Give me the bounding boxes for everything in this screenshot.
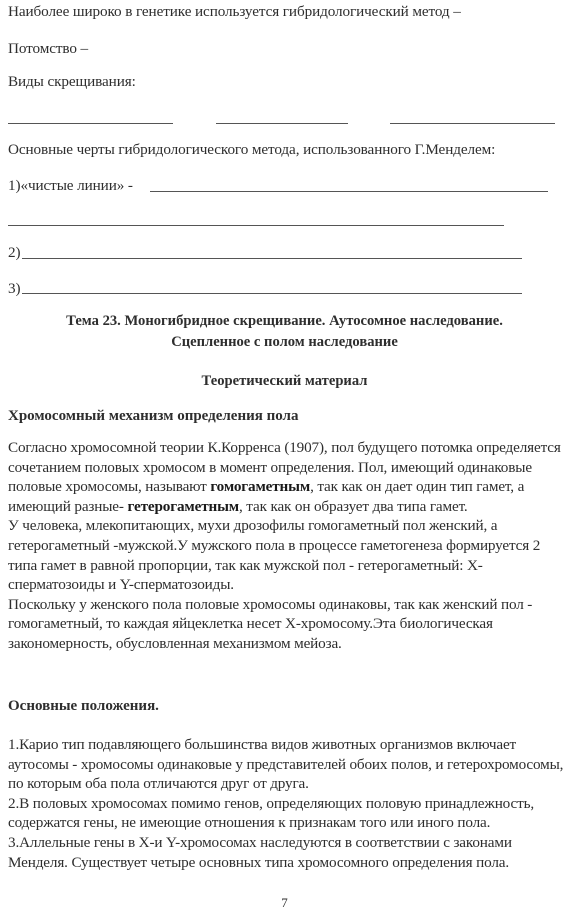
paragraph-sex-chromosome-genes: 2.В половых хромосомах помимо генов, определяющих половую принадлежность, содержатся гены, не имеющие отношения к признакам того или иного пола. 3.Аллельные гены в Х-и Y-хромосомах наследуются в соответствии с законами Менделя. Существует четыре основных типа хромосомного определения пола. [8, 794, 535, 871]
item-2-blank[interactable] [22, 258, 522, 259]
paragraph-text: , так как он дает один тип гамет, а имеющий разные- [8, 478, 525, 515]
answer-blank-3[interactable] [390, 123, 555, 124]
topic-title-line-2: Сцепленное с полом наследование [171, 334, 398, 350]
item-1-blank[interactable] [150, 191, 548, 192]
topic-title-line-1: Тема 23. Моногибридное скрещивание. Аутосомное наследование. [66, 313, 503, 329]
answer-blank-2[interactable] [216, 123, 348, 124]
answer-blank-1[interactable] [8, 123, 173, 124]
worksheet-line-method: Наиболее широко в генетике используется гибридологический метод – [8, 3, 461, 20]
theory-subtitle: Теоретический материал [201, 373, 368, 389]
paragraph-human-gametes: У человека, млекопитающих, мухи дрозофилы гомогаметный пол женский, а гетерогаметный -мужской.У мужского пола в процессе гаметогенеза формируется 2 типа гамет в равной пропорции, так как мужской пол - гетерогаметный: Х-сперматозоиды и Y-сперматозоиды. [8, 517, 541, 594]
term-heterogametic: гетерогаметным [127, 497, 240, 515]
item-2-label: 2) [8, 244, 21, 261]
section-2-text [8, 735, 564, 872]
paragraph-text: , так как он образует два типа гамет. [239, 497, 468, 515]
paragraph-text: Согласно хромосомной теории К.Корренса (1907), пол будущего потомка определяется сочетанием половых хромосом в момент определения. Пол, имеющий одинаковые половые хромосомы, называют [8, 439, 561, 496]
paragraph-karyotype: 1.Карио тип подавляющего большинства видов животных организмов включает аутосомы - хромосомы одинаковые у представителей обоих полов, и гетерохромосомы, по которым оба пола отличаются друг от друга. [8, 736, 564, 793]
section-heading-main-points: Основные положения. [8, 698, 159, 714]
item-3-blank[interactable] [22, 293, 522, 294]
item-1-blank-continuation[interactable] [8, 225, 504, 226]
section-heading-sex-determination: Хромосомный механизм определения пола [8, 408, 299, 424]
worksheet-line-cross-types: Виды скрещивания: [8, 73, 136, 90]
paragraph-korrens [8, 438, 564, 516]
worksheet-line-features: Основные черты гибридологического метода, использованного Г.Менделем: [8, 141, 496, 158]
paragraph-female-xx: Поскольку у женского пола половые хромосомы одинаковы, так как женский пол - гомогаметный, то каждая яйцеклетка несет Х-хромосому.Эта биологическая закономерность, обусловленная механизмом мейоза. [8, 595, 533, 652]
worksheet-line-offspring: Потомство – [8, 40, 89, 57]
page-number: 7 [281, 895, 288, 910]
item-3-label: 3) [8, 280, 21, 297]
section-1-text [8, 438, 564, 654]
item-1-label: 1)«чистые линии» - [8, 177, 133, 194]
term-homogametic: гомогаметным [210, 478, 311, 496]
